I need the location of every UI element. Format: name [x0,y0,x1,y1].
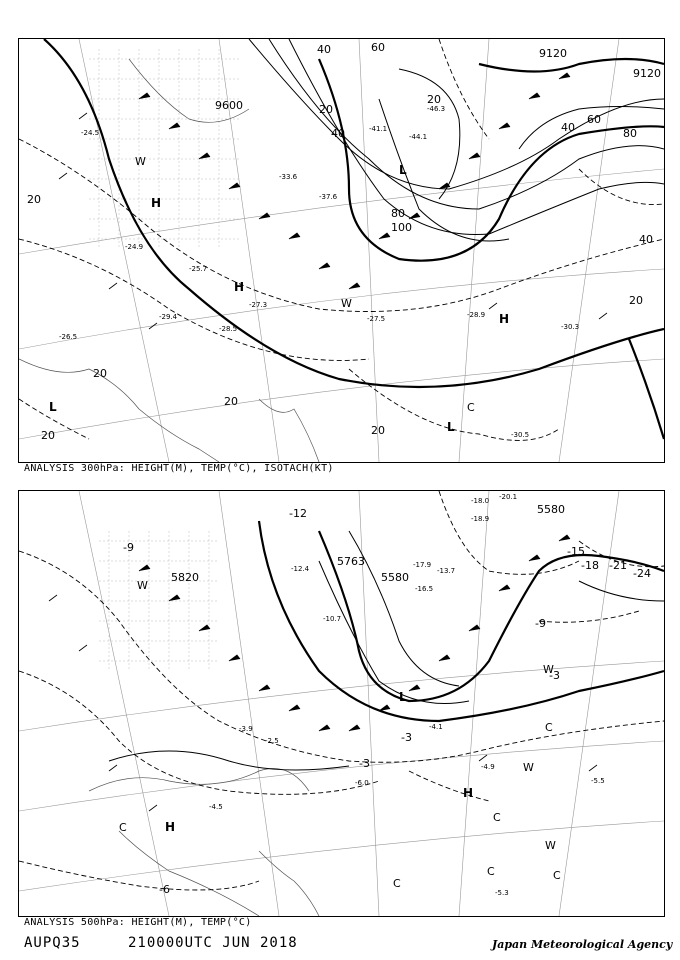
isotach-label: 20 [27,193,41,206]
coastline-300 [19,59,319,462]
system-marker: W [137,579,148,592]
temp-value: -29.4 [159,313,178,321]
isotach-label: 20 [319,103,333,116]
isotach-label: 40 [561,121,575,134]
system-marker: C [393,877,401,890]
system-marker: C [553,869,561,882]
height-label: 9120 [633,67,661,80]
map-500hpa-svg [19,491,664,916]
temp-value: -3.9 [239,725,253,733]
isotherm-label: -9 [123,541,134,554]
coastline-500 [89,769,319,917]
wind-barbs-300 [59,73,607,329]
isotherm-label: -15 [567,545,585,558]
isotach-label: 100 [391,221,412,234]
isotherm-label: -3 [401,731,412,744]
temp-value: -30.3 [561,323,580,331]
system-marker: L [447,420,455,434]
temp-value: -46.3 [427,105,446,113]
isotherm-label: -21 [609,559,627,572]
system-marker: C [467,401,475,414]
system-marker: H [463,786,474,800]
system-marker: W [523,761,534,774]
isotach-label: 60 [371,41,385,54]
system-marker: C [119,821,127,834]
isotach-label: 20 [224,395,238,408]
temp-value: -10.7 [323,615,342,623]
temp-value: -17.9 [413,561,432,569]
isotherm-label: -18 [581,559,599,572]
isotach-label: 20 [371,424,385,437]
isotach-label: 20 [427,93,441,106]
analysis-500hpa-map [18,490,665,917]
agency-name: Japan Meteorological Agency [492,938,673,951]
isotach-label: 40 [317,43,331,56]
isotach-label: 20 [629,294,643,307]
system-marker: C [545,721,553,734]
height-label: 5820 [171,571,199,584]
temp-value: -4.9 [481,763,495,771]
temp-value: -33.6 [279,173,298,181]
system-marker: H [151,196,162,210]
system-marker: C [493,811,501,824]
height-label: 9600 [215,99,243,112]
isotherm-label: -24 [633,567,651,580]
temp-value: -41.1 [369,125,388,133]
temp-value: -25.7 [189,265,208,273]
isotach-label: 20 [41,429,55,442]
temp-value: -5.3 [495,889,509,897]
graticule-300 [19,39,664,462]
analysis-300hpa-map [18,38,665,463]
temp-value: -44.1 [409,133,428,141]
system-marker: W [545,839,556,852]
temp-value: -4.1 [429,723,443,731]
system-marker: C [487,865,495,878]
temp-value: -26.5 [59,333,78,341]
isotherm-label: -3 [359,757,370,770]
isotach-label: 60 [587,113,601,126]
temp-value: -28.5 [219,325,238,333]
temp-value: -28.9 [467,311,486,319]
wind-barbs-500 [49,535,597,811]
product-code: AUPQ35 [24,935,81,951]
isotach-label: 80 [391,207,405,220]
system-marker: L [399,690,407,704]
system-marker: L [49,400,57,414]
height-label: 5763 [337,555,365,568]
isotachs-300 [249,39,664,241]
height-label: 9120 [539,47,567,60]
isotherm-label: -9 [535,617,546,630]
system-marker: L [399,163,407,177]
temp-value: -24.9 [125,243,144,251]
temp-value: -2.5 [265,737,279,745]
caption-300hpa: ANALYSIS 300hPa: HEIGHT(M), TEMP(°C), ISOTACH(KT) [24,463,334,474]
temp-value: -12.4 [291,565,310,573]
temp-value: -20.1 [499,493,518,501]
temp-value: -13.7 [437,567,456,575]
caption-500hpa: ANALYSIS 500hPa: HEIGHT(M), TEMP(°C) [24,917,252,928]
isotherm-label: -12 [289,507,307,520]
isotach-label: 40 [639,233,653,246]
map-300hpa-svg [19,39,664,462]
height-label: 5580 [381,571,409,584]
isotach-label: 20 [93,367,107,380]
isotach-label: 80 [623,127,637,140]
temp-value: -18.9 [471,515,490,523]
temp-value: -5.5 [591,777,605,785]
temp-value: -27.5 [367,315,386,323]
hatch-region-500 [99,531,219,671]
temp-value: -27.3 [249,301,268,309]
isotach-label: 40 [331,127,345,140]
temp-value: -6.0 [355,779,369,787]
system-marker: W [135,155,146,168]
system-marker: H [165,820,176,834]
system-marker: H [499,312,510,326]
valid-time: 210000UTC JUN 2018 [128,935,298,951]
isotherm-label: -3 [549,669,560,682]
height-label: 5580 [537,503,565,516]
temp-value: -30.5 [511,431,530,439]
isotherm-label: -6 [159,883,170,896]
system-marker: W [341,297,352,310]
temp-value: -16.5 [415,585,434,593]
temp-value: -24.5 [81,129,100,137]
temp-value: -37.6 [319,193,338,201]
system-marker: H [234,280,245,294]
temp-value: -18.0 [471,497,490,505]
temp-value: -4.5 [209,803,223,811]
system-marker: W [543,663,554,676]
hatch-region-300 [89,49,239,249]
